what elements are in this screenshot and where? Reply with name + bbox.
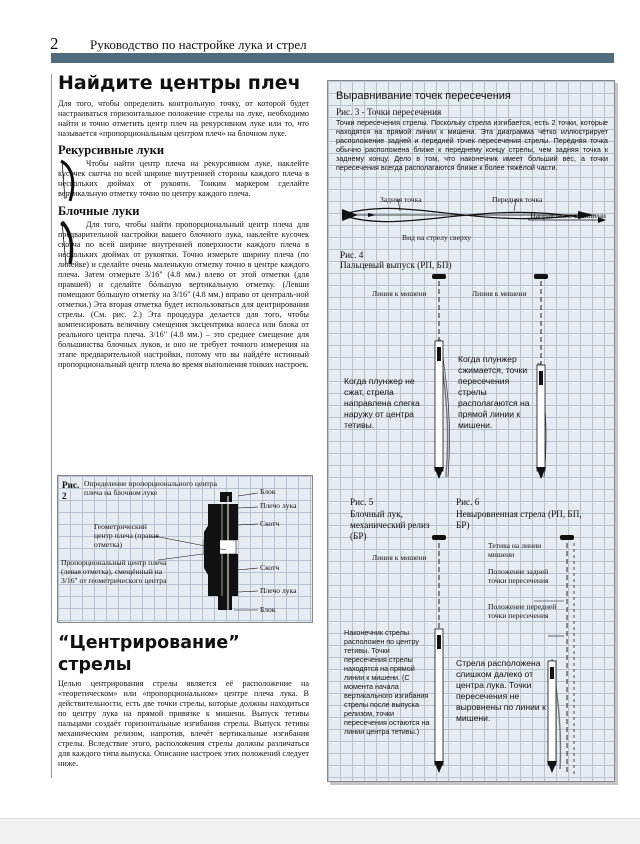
front-point-label: Передняя точка	[492, 195, 543, 204]
fig4-label: Рис. 4	[340, 250, 364, 260]
fig4-note-left: Когда плунжер не сжат, стрела направлена слегка наружу от центра тетивы.	[344, 376, 420, 430]
fig4-note-right: Когда плунжер сжимается, точки пересечения стрелы располагаются на прямой линии к мишени.	[458, 354, 530, 430]
section-title-centering: “Центрирование” стрелы	[58, 633, 240, 675]
fig6-note: Стрела расположена слишком далеко от центра лука. Точки пересечения не выровнены по линии к мишени.	[456, 658, 546, 723]
prop-center-label: Пропорциональный центр плеча (левая отметка), смещённый на 3/16" от геометрического центра	[61, 558, 167, 586]
compound-heading: Блочные луки	[58, 204, 140, 218]
recurve-paragraph: Чтобы найти центр плеча на рекурсивном луке, наклейте кусочек скотча по всей ширине внутренней стороны каждого плеча в нескольких дюймах от рукояти. Тонким маркером сделайте вертикальную отметку точно по центру каждого плеча.	[58, 159, 309, 198]
fig3-label: Рис. 3 - Точки пересечения	[336, 107, 442, 117]
fig6-string-label: Тетива на линии мишени	[488, 541, 542, 560]
fig6-title: Невыровненная стрела (РП, БП, БР)	[456, 509, 582, 530]
tape-top-label: Скотч	[260, 519, 280, 528]
compound-paragraph: Для того, чтобы найти пропорциональный центр плеча для предварительной настройки вашего блочного лука, наклейте кусочек скотча по всей ширине внутренней поверхности каждого плеча в нескольких дюймах от рукоятки. Точно измерьте ширину плеча (по линейке) и сделайте очень маленькую отметку точно в центре каждого плеча. Затем отмерьте 3/16" (4.8 мм.) влево от этой отметки (для правшей) и сделайте бóльшую вертикальную отметку. (Левши помещают бóльшую отметку на 3/16" (4.8 мм.) вправо от централь-ной отметки.) Эта вторая отметка будет использоваться для центрирования стрелы. (См. рис. 2.) Эта процедура делается для того, чтобы компенсировать величину смещения эксцентрика колеса или блока от реального центра плеча. 3/16" (4.8 мм.) – это среднее смещение для большинства блочных луков, и оно не требует точного измерения на этапе предварительной настройки, потому что вы найдёте истинный пропорциональный центр плеча во время выполнения тонких настроек.	[58, 220, 309, 369]
fig6-rear-label: Положение задней точки пересечения	[488, 567, 549, 586]
panel-title: Выравнивание точек пересечения	[336, 90, 511, 102]
limb-top-label: Плечо лука	[260, 501, 297, 510]
fig2-label: Рис. 2	[62, 480, 80, 501]
top-view-label: Вид на стрелу сверху	[402, 233, 472, 242]
recurve-heading: Рекурсивные луки	[58, 143, 165, 157]
fig6-label: Рис. 6	[456, 497, 480, 507]
fig5-line-label: Линия к мишени	[372, 553, 427, 562]
tape-bottom-label: Скотч	[260, 563, 280, 572]
recurve-bow-icon	[58, 159, 84, 203]
fig5-note: Наконечник стрелы расположен по центру тетивы. Точки пересечения стрелы находятся на прямой линии к мишени. (С момента начала вертикального изгибания стрелы после выпуска релизом, точки пересечения остаются на линии центра тетивы.)	[344, 628, 430, 736]
direction-label: Направление к мишени	[530, 211, 606, 220]
page-number: 2	[50, 34, 59, 53]
section-title-find-centers: Найдите центры плеч	[58, 72, 301, 94]
page-header	[50, 34, 615, 54]
section-find-centers	[58, 72, 309, 370]
header-title: Руководство по настройке лука и стрел	[90, 37, 307, 52]
fig4-title: Пальцевый выпуск (РП, БП)	[340, 260, 452, 270]
limb-bottom-label: Плечо лука	[260, 586, 297, 595]
rear-point-label: Задняя точка	[380, 195, 422, 204]
column-rule	[51, 74, 52, 778]
centering-paragraph: Целью центрирования стрелы является её расположение на «теоретическом» или «пропорциональном» центре плеча лука. В действительности, есть две точки стрелы, которые должны находиться по центру лука на прямой привязке к мишени. Выпуск тетивы пальцами создаёт горизонтальные изгибания стрелы. Выпуск тетивы механическим релизом, напротив, влечёт вертикальные изгибания стрелы. Вследствие этого, расположения стрелы должны различаться для каждого типа выпуска. Описание настроек этих положений следует ниже.	[58, 679, 309, 768]
fig2-title: Определение пропорционального центра плеча на блочном луке	[84, 479, 217, 498]
block-bottom-label: Блок	[260, 605, 276, 614]
section-centering	[58, 632, 309, 769]
compound-bow-icon	[58, 220, 84, 266]
block-top-label: Блок	[260, 487, 276, 496]
figure-2	[57, 475, 313, 623]
header-bar	[51, 53, 614, 63]
fig4-line-left: Линия к мишени	[372, 289, 427, 298]
crossing-points-panel	[327, 80, 615, 782]
footer-rule	[0, 818, 640, 844]
geo-center-label: Геометрический центр плеча (правая отметка)	[94, 522, 159, 550]
fig5-title: Блочный лук, механический релиз (БР)	[350, 509, 430, 541]
fig4-line-right: Линия к мишени	[472, 289, 527, 298]
fig6-front-label: Положение передней точки пересечения	[488, 602, 557, 621]
fig5-label: Рис. 5	[350, 497, 374, 507]
fig3-text: Точки пересечения стрелы. Поскольку стрела изгибается, есть 2 точки, которые находятся на прямой линии к мишени. Эта диаграмма чётко иллюстрирует расположение задней и передней точек пересечения стрелы. Передняя точка обычно расположена ближе к переднему концу стрелы, чем задняя точка к заднему концу. Дело в том, что наконечник имеет больший вес, а точки пересечения всегда располагаются ближе к более тяжёлой части.	[336, 118, 608, 172]
intro-paragraph: Для того, чтобы определить контрольную точку, от которой будет настраиваться горизонтальное положение стрелы на луке, необходимо найти и точно отметить центр плеч на рекурсивном луке или то, что называется «пропорциональным центром плеч» на блочном луке.	[58, 99, 309, 138]
